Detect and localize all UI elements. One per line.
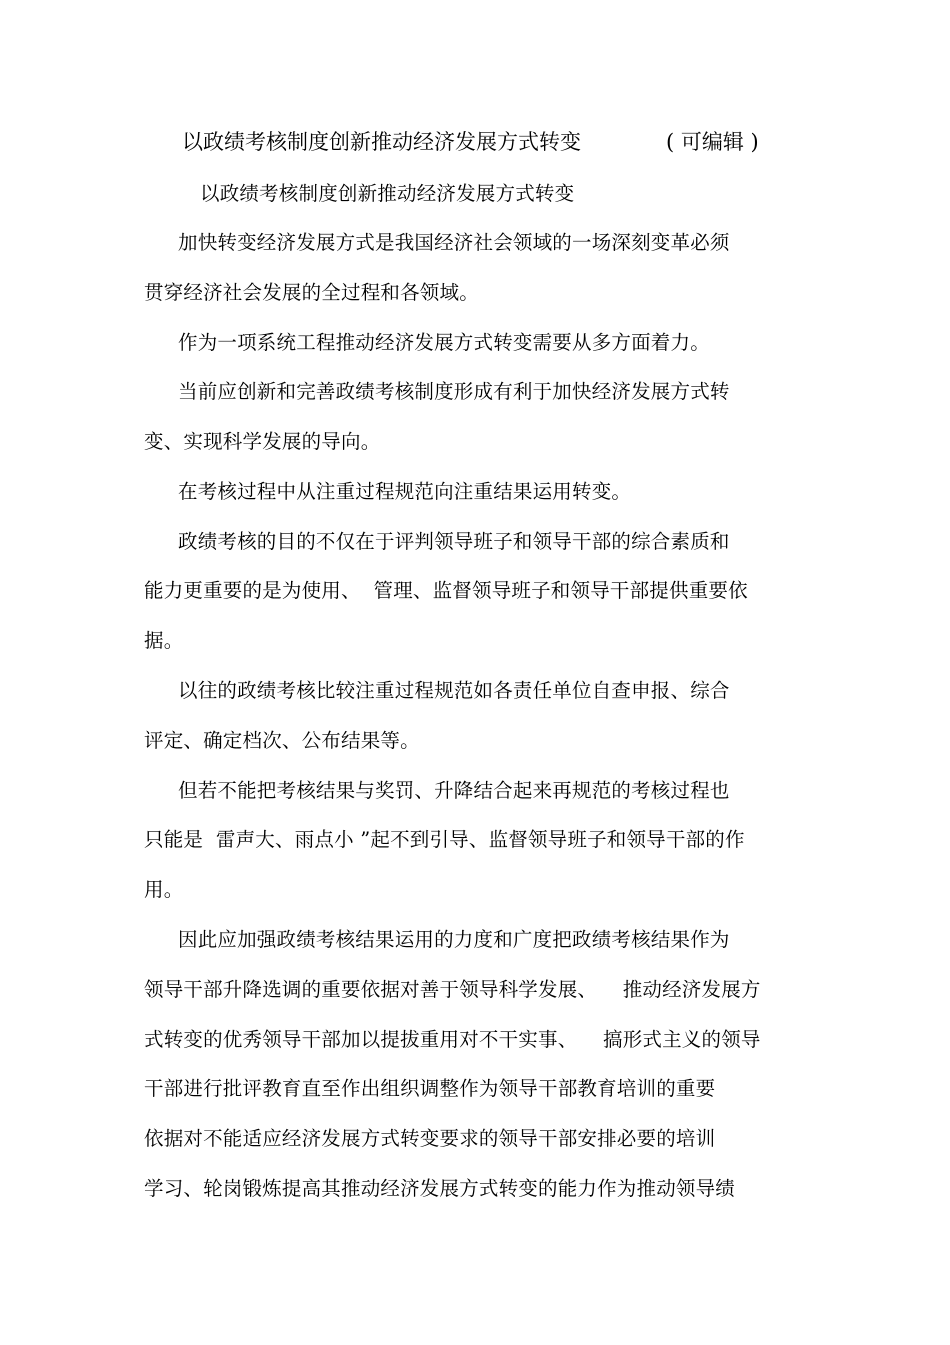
paragraph-line: 当前应创新和完善政绩考核制度形成有利于加快经济发展方式转 [178, 380, 730, 403]
paragraph-line: 依据对不能适应经济发展方式转变要求的领导干部安排必要的培训 [144, 1127, 716, 1150]
paragraph-line: 只能是 雷声大、雨点小 ”起不到引导、监督领导班子和领导干部的作 [144, 828, 745, 851]
document-subtitle: 以政绩考核制度创新推动经济发展方式转变 [200, 182, 575, 205]
paragraph-line: 加快转变经济发展方式是我国经济社会领域的一场深刻变革必须 [178, 231, 730, 254]
paragraph-line: 因此应加强政绩考核结果运用的力度和广度把政绩考核结果作为 [178, 928, 730, 951]
paragraph-line: 政绩考核的目的不仅在于评判领导班子和领导干部的综合素质和 [178, 530, 730, 553]
paragraph-line: 以往的政绩考核比较注重过程规范如各责任单位自查申报、综合 [178, 679, 730, 702]
paragraph-line: 学习、轮岗锻炼提高其推动经济发展方式转变的能力作为推动领导绩 [144, 1177, 736, 1200]
paragraph-line: 贯穿经济社会发展的全过程和各领域。 [144, 281, 479, 304]
editable-note: ( 可编辑 ) [666, 130, 759, 154]
paragraph-line: 评定、确定档次、公布结果等。 [144, 729, 420, 752]
paragraph-line: 能力更重要的是为使用、 管理、监督领导班子和领导干部提供重要依 [144, 579, 748, 602]
paragraph-line: 式转变的优秀领导干部加以提拔重用对不干实事、 搞形式主义的领导 [144, 1028, 761, 1051]
paragraph-line: 领导干部升降选调的重要依据对善于领导科学发展、 推动经济发展方 [144, 978, 761, 1001]
paragraph-line: 用。 [144, 878, 184, 901]
paragraph-line: 据。 [144, 629, 184, 652]
paragraph-line: 在考核过程中从注重过程规范向注重结果运用转变。 [178, 480, 632, 503]
paragraph-line: 变、实现科学发展的导向。 [144, 430, 381, 453]
paragraph-line: 作为一项系统工程推动经济发展方式转变需要从多方面着力。 [178, 331, 710, 354]
document-title-row [182, 126, 822, 158]
paragraph-line: 但若不能把考核结果与奖罚、升降结合起来再规范的考核过程也 [178, 779, 730, 802]
paragraph-line: 干部进行批评教育直至作出组织调整作为领导干部教育培训的重要 [144, 1077, 716, 1100]
document-title: 以政绩考核制度创新推动经济发展方式转变 [182, 130, 581, 154]
